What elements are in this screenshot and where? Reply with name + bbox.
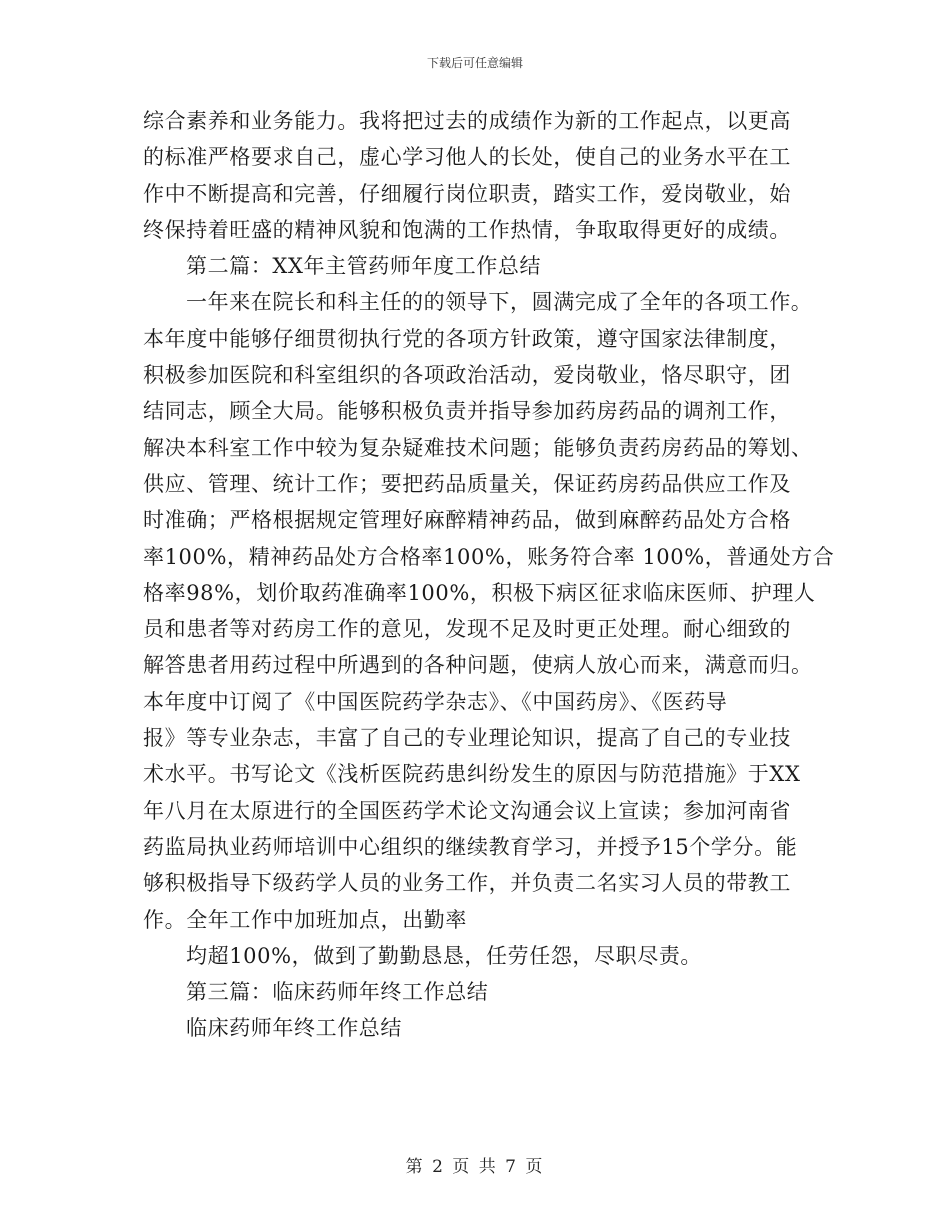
text-line: 药监局执业药师培训中心组织的继续教育学习，并授予15个学分。能 [143, 834, 798, 859]
document-body [143, 103, 835, 1047]
text-line: 结同志，顾全大局。能够积极负责并指导参加药房药品的调剂工作， [143, 399, 791, 424]
text-line: 一年来在院长和科主任的的领导下，圆满完成了全年的各项工作。 [186, 290, 813, 315]
text-line: 本年度中订阅了《中国医院药学杂志》、《中国药房》、《医药导 [143, 689, 728, 714]
text-line: 积极参加医院和科室组织的各项政治活动，爱岗敬业，恪尽职守，团 [143, 363, 791, 388]
text-line: 率100%，精神药品处方合格率100%，账务符合率 100%，普通处方合 [143, 544, 835, 569]
page-number: 第 2 页 共 7 页 [405, 1157, 545, 1177]
text-line: 作中不断提高和完善，仔细履行岗位职责，踏实工作，爱岗敬业，始 [143, 181, 791, 206]
section-subtitle: 临床药师年终工作总结 [186, 1016, 402, 1041]
text-line: 综合素养和业务能力。我将把过去的成绩作为新的工作起点，以更高 [143, 109, 791, 133]
text-line: 解决本科室工作中较为复杂疑难技术问题；能够负责药房药品的筹划、 [143, 435, 813, 460]
section-heading: 第二篇：XX年主管药师年度工作总结 [186, 254, 542, 279]
text-line: 术水平。书写论文《浅析医院药患纠纷发生的原因与防范措施》于XX [143, 762, 801, 787]
text-line: 本年度中能够仔细贯彻执行党的各项方针政策，遵守国家法律制度， [143, 326, 791, 351]
text-line: 供应、管理、统计工作；要把药品质量关，保证药房药品供应工作及 [143, 471, 791, 496]
text-line: 够积极指导下级药学人员的业务工作，并负责二名实习人员的带教工 [143, 871, 791, 896]
text-line: 作。全年工作中加班加点，出勤率 [143, 907, 467, 932]
text-line: 时准确；严格根据规定管理好麻醉精神药品，做到麻醉药品处方合格 [143, 508, 791, 533]
text-line: 解答患者用药过程中所遇到的各种问题，使病人放心而来，满意而归。 [143, 653, 813, 678]
text-line: 均超100%，做到了勤勤恳恳，任劳任怨，尽职尽责。 [186, 943, 703, 968]
section-heading: 第三篇：临床药师年终工作总结 [186, 980, 489, 1005]
text-line: 格率98%，划价取药准确率100%，积极下病区征求临床医师、护理人 [143, 580, 816, 605]
text-line: 终保持着旺盛的精神风貌和饱满的工作热情，争取取得更好的成绩。 [143, 217, 791, 242]
text-line: 的标准严格要求自己，虚心学习他人的长处，使自己的业务水平在工 [143, 145, 791, 170]
text-line: 员和患者等对药房工作的意见，发现不足及时更正处理。耐心细致的 [143, 617, 791, 642]
page-header: 下载后可任意编辑 [426, 56, 523, 70]
text-line: 年八月在太原进行的全国医药学术论文沟通会议上宣读；参加河南省 [143, 798, 791, 823]
text-line: 报》等专业杂志，丰富了自己的专业理论知识，提高了自己的专业技 [143, 726, 791, 751]
